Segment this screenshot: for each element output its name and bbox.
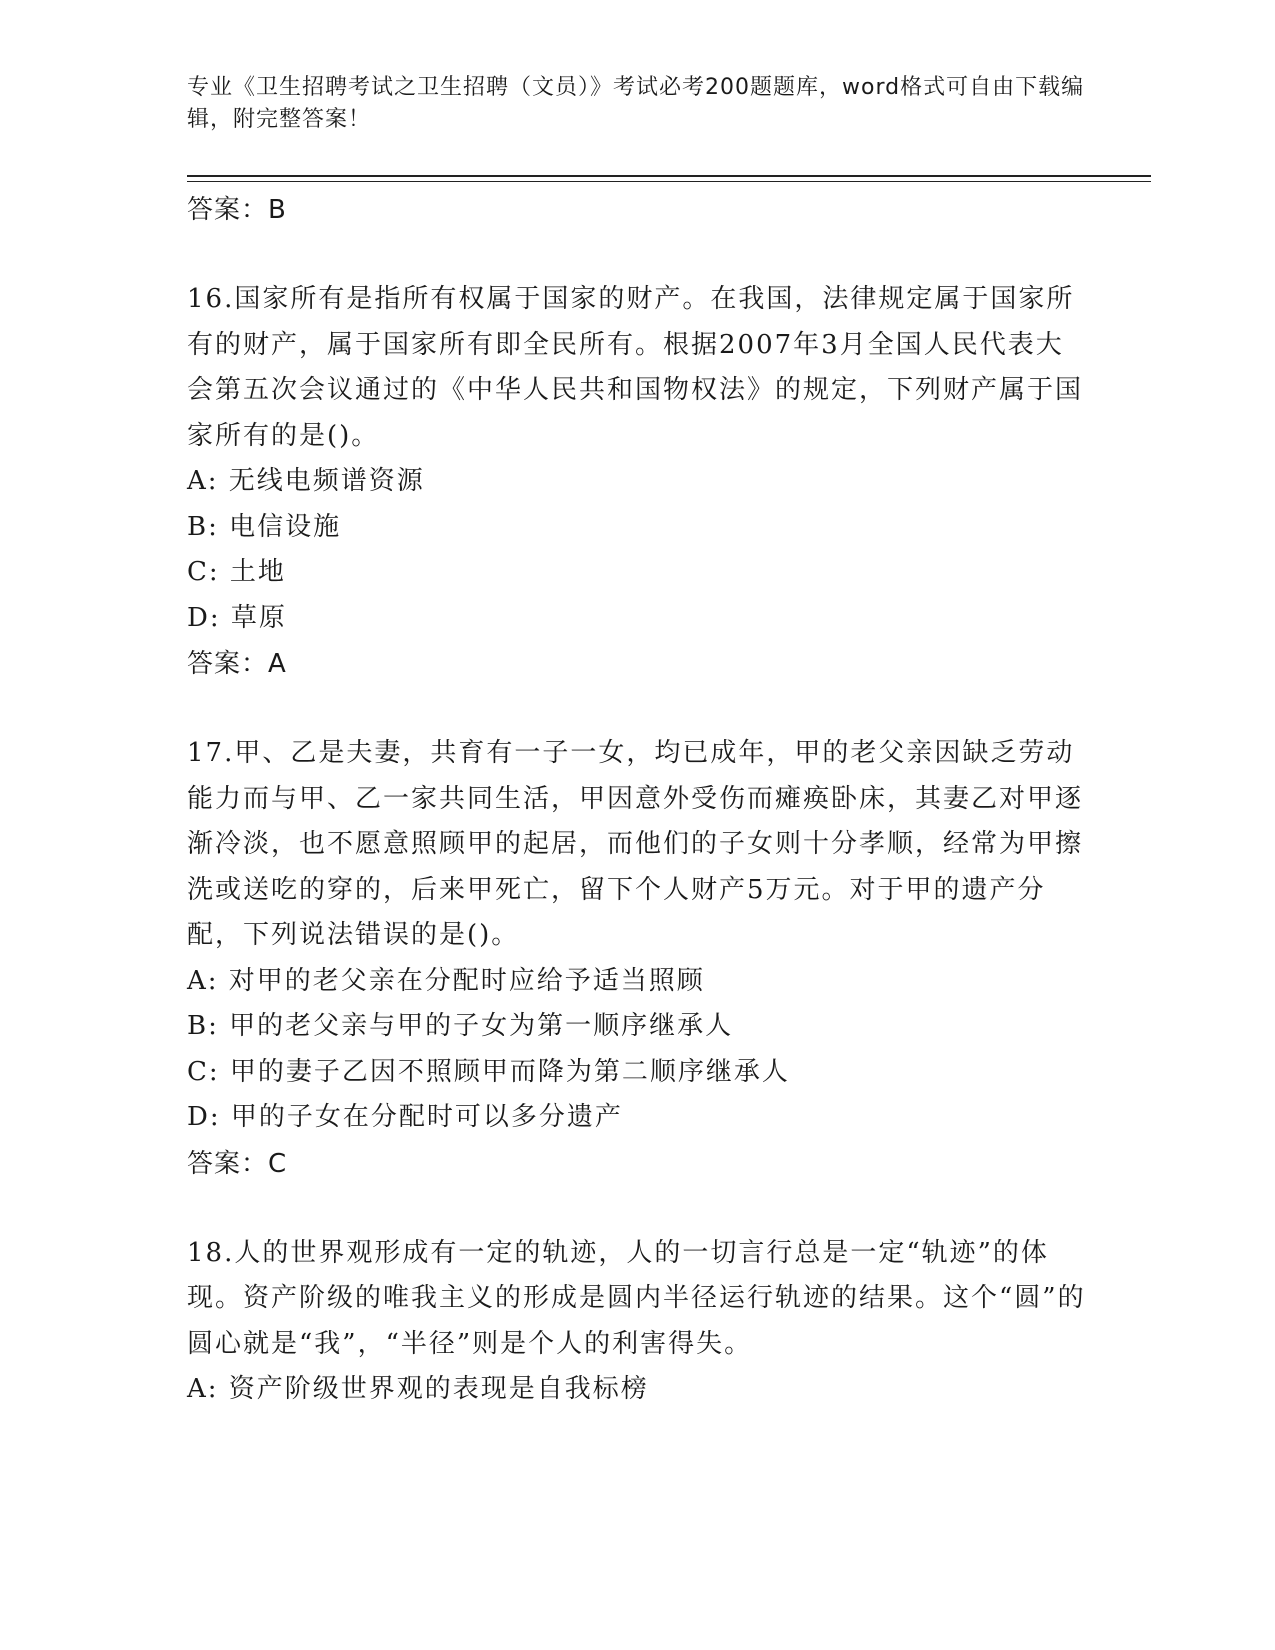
- header-divider-thick: [187, 175, 1151, 177]
- option-c: C: 土地: [187, 557, 286, 587]
- option-d: D: 甲的子女在分配时可以多分遗产: [187, 1102, 623, 1132]
- header-divider-thin: [187, 181, 1151, 182]
- question-text: 16.国家所有是指所有权属于国家的财产。在我国，法律规定属于国家所有的财产，属于国家所有即全民所有。根据2007年3月全国人民代表大会第五次会议通过的《中华人民共和国物权法》的规定，下列财产属于国家所有的是()。: [187, 284, 1084, 451]
- option-a: A: 对甲的老父亲在分配时应给予适当照顾: [187, 965, 705, 996]
- question-17: [187, 731, 1087, 1187]
- question-18: [187, 1231, 1087, 1413]
- question-16: [187, 277, 1087, 687]
- answer: 答案：C: [187, 1148, 288, 1179]
- question-list: [187, 187, 1087, 1413]
- question-text: 17.甲、乙是夫妻，共育有一子一女，均已成年，甲的老父亲因缺乏劳动能力而与甲、乙一家共同生活，甲因意外受伤而瘫痪卧床，其妻乙对甲逐渐冷淡，也不愿意照顾甲的起居，而他们的子女则十分孝顺，经常为甲擦洗或送吃的穿的，后来甲死亡，留下个人财产5万元。对于甲的遗产分配，下列说法错误的是()。: [187, 738, 1084, 950]
- question-text: 18.人的世界观形成有一定的轨迹，人的一切言行总是一定“轨迹”的体现。资产阶级的唯我主义的形成是圆内半径运行轨迹的结果。这个“圆”的圆心就是“我”，“半径”则是个人的利害得失。: [187, 1237, 1086, 1359]
- answer: 答案：A: [187, 649, 287, 679]
- option-a: A: 资产阶级世界观的表现是自我标榜: [187, 1374, 649, 1404]
- option-b: B: 电信设施: [187, 511, 342, 542]
- option-a: A: 无线电频谱资源: [187, 466, 425, 496]
- previous-answer: 答案：B: [187, 195, 287, 225]
- option-b: B: 甲的老父亲与甲的子女为第一顺序继承人: [187, 1011, 734, 1041]
- document-header: 专业《卫生招聘考试之卫生招聘（文员）》考试必考200题题库，word格式可自由下载编辑，附完整答案！: [187, 75, 1085, 132]
- option-d: D: 草原: [187, 602, 287, 633]
- option-c: C: 甲的妻子乙因不照顾甲而降为第二顺序继承人: [187, 1056, 790, 1087]
